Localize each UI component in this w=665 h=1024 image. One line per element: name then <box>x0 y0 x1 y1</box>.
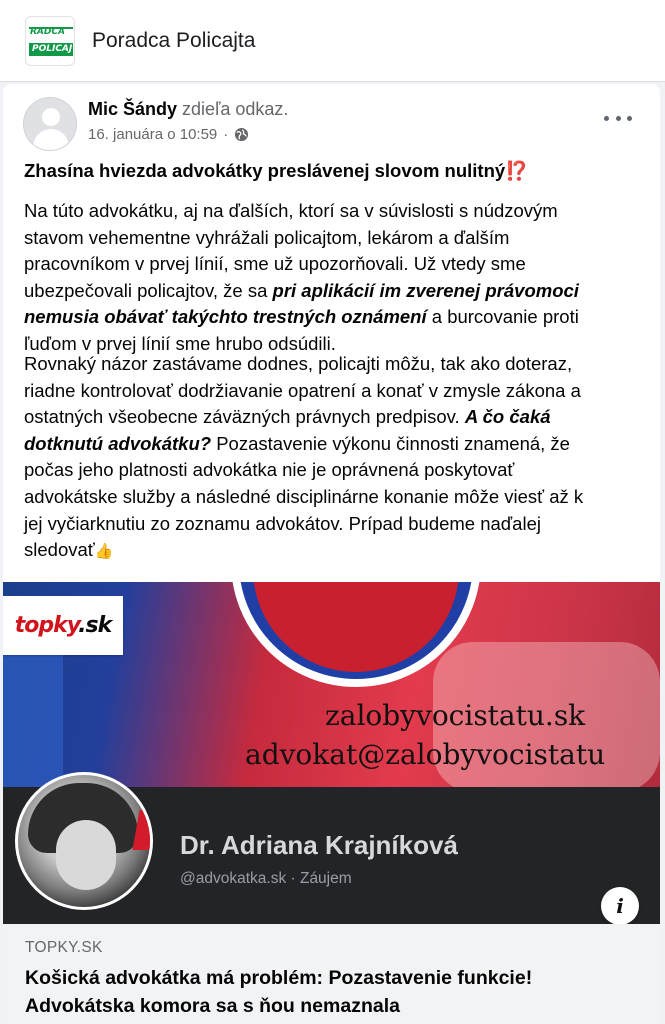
post-paragraph-2 <box>24 351 649 566</box>
text-line: stavom vehementne vyhrážali policajtom, lekárom a ďalším <box>24 226 510 248</box>
text-line: advokátske služby a následné disciplinárne konanie môže viesť až k <box>24 485 584 507</box>
profile-handle: @advokatka.sk · Záujem <box>180 870 352 887</box>
topky-badge <box>3 596 123 655</box>
link-title-line: Advokátska komora sa s ňou nemaznala <box>25 995 400 1017</box>
post-date[interactable]: 16. januára o 10:59 <box>88 126 218 143</box>
text-fragment: ubezpečovali policajtov, že sa <box>24 279 273 301</box>
post-meta <box>88 126 249 143</box>
text-line <box>24 278 649 305</box>
interrobang-emoji-icon: ⁉️ <box>505 160 529 181</box>
text-line: ľuďom v prvej línií sme hrubo odsúdili. <box>24 332 336 354</box>
link-title <box>25 964 645 1020</box>
logo-text-bottom: POLICAJ <box>32 43 73 54</box>
profile-name: Dr. Adriana Krajníková <box>180 830 458 860</box>
text-line <box>24 304 649 331</box>
globe-icon <box>234 127 249 142</box>
emphasis-text: dotknutú advokátku? <box>24 432 212 454</box>
text-line: jej vyčiarknutiu zo zoznamu advokátov. Prípad budeme naďalej <box>24 512 541 534</box>
text-line: počas jeho platnosti advokátka nie je oprávnená poskytovať <box>24 459 515 481</box>
topky-logo-main: topky <box>14 613 79 638</box>
post-title <box>24 160 644 182</box>
author-avatar[interactable] <box>23 97 77 151</box>
emphasis-text: nemusia obávať takýchto trestných oznámení <box>24 306 427 328</box>
text-line <box>24 404 649 431</box>
post-title-text: Zhasína hviezda advokátky preslávenej slovom nulitný <box>24 160 506 181</box>
post-header <box>3 84 660 154</box>
text-line: Na túto advokátku, aj na ďalších, ktorí sa v súvislosti s núdzovým <box>24 200 558 221</box>
text-fragment: Pozastavenie výkonu činnosti znamená, že <box>211 432 570 454</box>
text-line <box>24 431 649 458</box>
text-fragment: ostatných všeobecne záväzných právnych predpisov. <box>24 406 465 428</box>
link-title-line: Košická advokátka má problém: Pozastavenie funkcie! <box>25 967 533 989</box>
topky-logo-text <box>15 613 111 638</box>
banner-email-text: advokat@zalobyvocistatu <box>245 738 606 771</box>
emphasis-text: A čo čaká <box>464 406 551 428</box>
meta-separator: · <box>223 126 229 143</box>
text-line: pracovníkom v prvej línií, sme už upozorňovali. Už vtedy sme <box>24 253 526 275</box>
avatar-silhouette-body <box>33 129 69 151</box>
more-options-icon[interactable] <box>604 108 632 128</box>
text-fragment: sledovať <box>24 539 95 561</box>
flag-banner <box>3 582 660 787</box>
author-name[interactable]: Mic Šándy <box>88 99 178 119</box>
info-icon[interactable]: i <box>601 887 639 924</box>
page-logo[interactable] <box>25 16 75 66</box>
link-preview-image[interactable] <box>3 582 660 924</box>
post-card <box>3 84 660 1024</box>
link-preview-footer[interactable] <box>3 924 660 1024</box>
text-line <box>24 537 649 566</box>
photo-face <box>56 820 116 890</box>
author-line <box>88 99 288 120</box>
photo-red-accent <box>132 810 153 850</box>
author-action: zdieľa odkaz. <box>182 99 289 119</box>
page-header <box>0 0 665 82</box>
profile-photo <box>15 772 153 910</box>
banner-url-text: zalobyvocistatu.sk <box>325 699 586 732</box>
emphasis-text: pri aplikácií im zverenej právomoci <box>272 279 579 301</box>
thumbs-up-emoji-icon: 👍 <box>94 543 114 561</box>
text-line: riadne kontrolovať dodržiavanie opatrení a konať v zmysle zákona a <box>24 379 581 401</box>
topky-logo-tld: .sk <box>78 613 112 638</box>
logo-text-top: RADCA <box>30 26 65 37</box>
page-name[interactable]: Poradca Policajta <box>92 28 256 52</box>
post-paragraph-1 <box>24 198 649 358</box>
text-fragment: a burcovanie proti <box>426 306 579 328</box>
text-line: Rovnaký názor zastávame dodnes, policajti môžu, tak ako doteraz, <box>24 353 573 374</box>
link-domain: TOPKY.SK <box>25 939 103 956</box>
avatar-silhouette-head <box>42 108 60 126</box>
